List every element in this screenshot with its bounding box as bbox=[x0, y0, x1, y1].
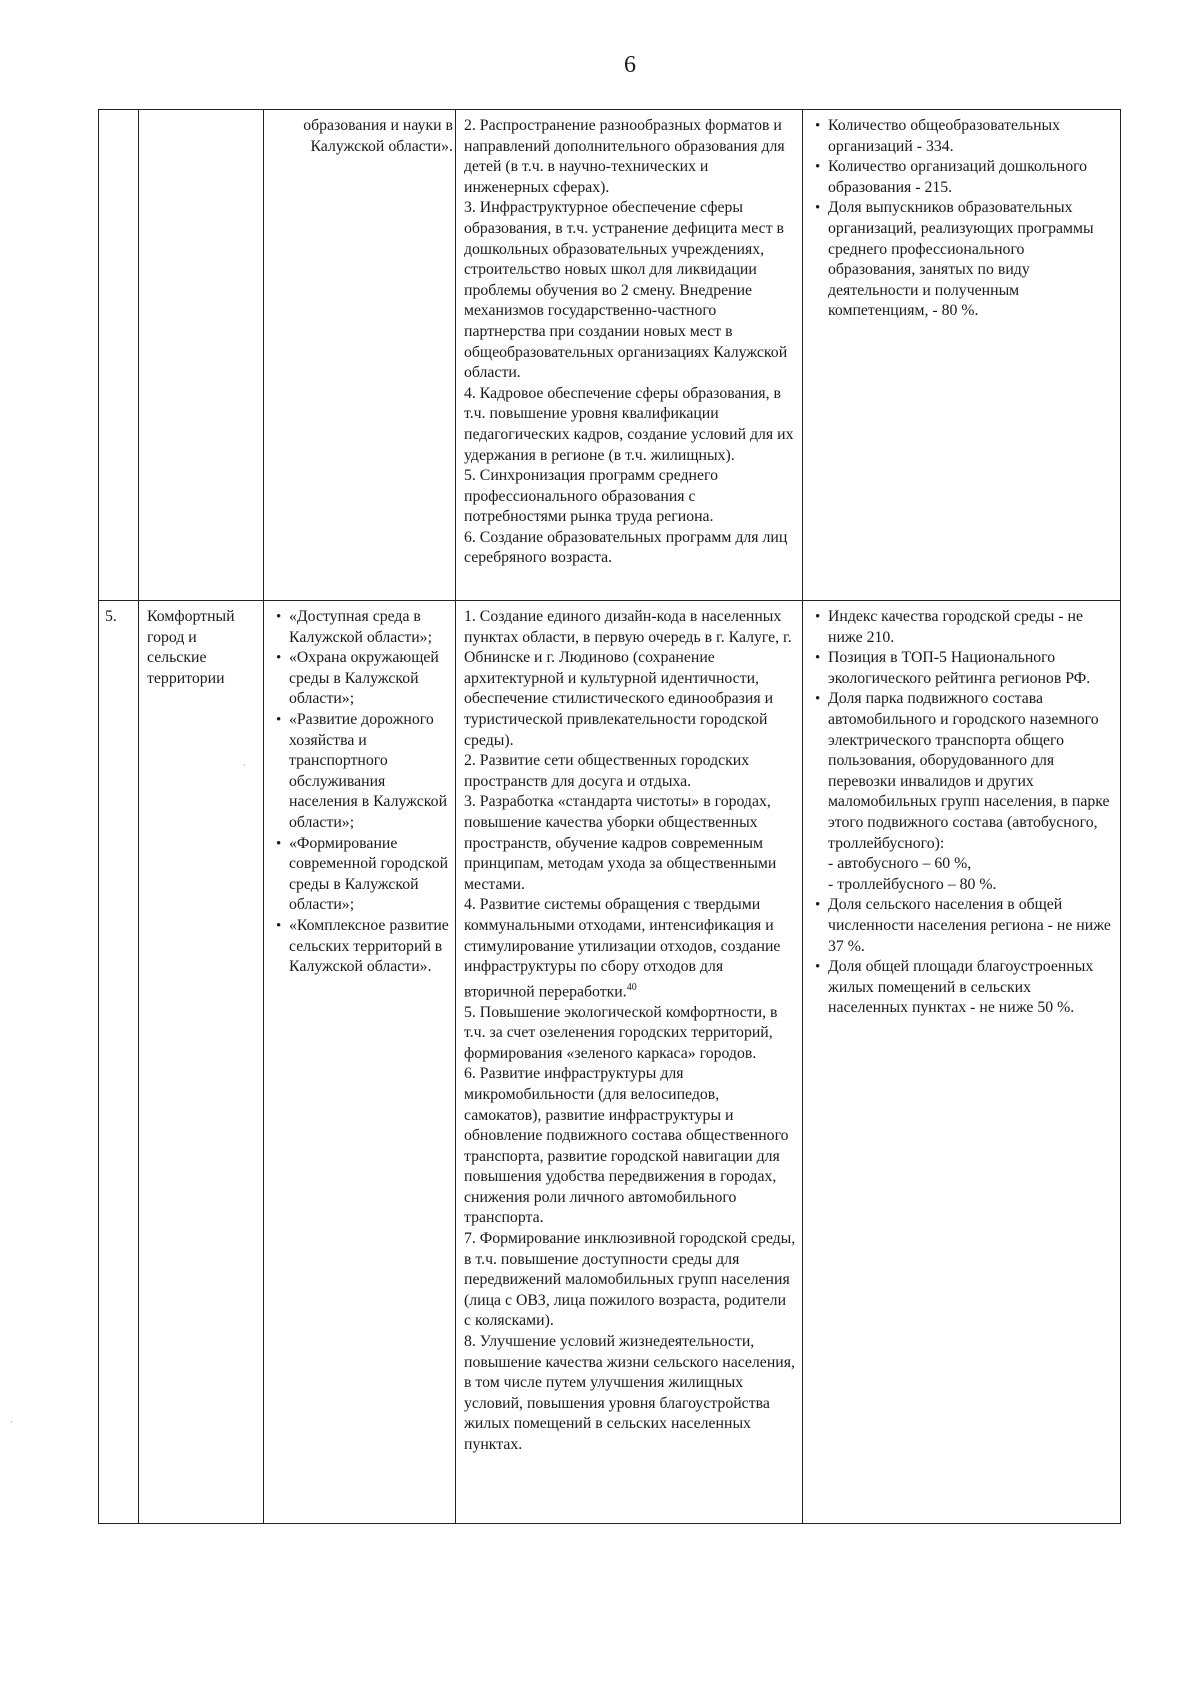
measure-item: 7. Формирование инклюзивной городской среды, в т.ч. повышение доступности среды для передвижений маломобильных групп населения (лица с ОВЗ, лица пожилого возраста, родители с колясками). bbox=[464, 1230, 796, 1330]
indicators-cell bbox=[803, 110, 1121, 601]
scan-speck: · bbox=[10, 1418, 13, 1427]
row-number-cell bbox=[99, 110, 139, 601]
measure-text: 4. Развитие системы обращения с твердыми коммунальными отходами, интенсификация и стимулирование утилизации отходов, создание инфраструктуры по сбору отходов для вторичной переработки. bbox=[464, 896, 781, 1000]
measure-item: 3. Инфраструктурное обеспечение сферы образования, в т.ч. устранение дефицита мест в дошкольных образовательных учреждениях, строительство новых школ для ликвидации проблемы обучения во 2 смену. Внедрение механизмов государственно-частного партнерства при создании новых мест в общеобразовательных организациях Калужской области. bbox=[464, 199, 788, 382]
table-row bbox=[99, 110, 1121, 601]
strategy-table bbox=[98, 109, 1121, 1524]
row-number: 5. bbox=[105, 608, 117, 625]
indicator-item: • Доля выпускников образовательных организаций, реализующих программы среднего профессионального образования, занятых по виду деятельности и полученным компетенциям, - 80 %. bbox=[811, 198, 1114, 322]
footnote-mark: 40 bbox=[626, 981, 637, 993]
program-text: образования и науки в bbox=[303, 117, 453, 134]
indicator-subitem: - троллейбусного – 80 %. bbox=[828, 875, 997, 893]
indicator-item: • Доля общей площади благоустроенных жилых помещений в сельских населенных пунктах - не ниже 50 %. bbox=[811, 957, 1114, 1019]
scan-speck: · bbox=[243, 761, 246, 770]
indicator-item: • Количество общеобразовательных организаций - 334. bbox=[811, 116, 1114, 157]
programs-cell bbox=[264, 601, 456, 1524]
indicator-item: • Позиция в ТОП-5 Национального экологического рейтинга регионов РФ. bbox=[811, 648, 1114, 689]
direction-cell bbox=[139, 601, 264, 1524]
program-item: • «Охрана окружающей среды в Калужской области»; bbox=[272, 648, 449, 710]
program-item: • «Развитие дорожного хозяйства и транспортного обслуживания населения в Калужской области»; bbox=[272, 710, 449, 834]
measure-item bbox=[464, 895, 796, 1002]
indicator-text: Доля парка подвижного состава автомобильного и городского наземного электрического транспорта общего пользования, оборудованного для перевозки инвалидов и других маломобильных групп населения, в парке этого подвижного состава (автобусного, троллейбусного): bbox=[828, 690, 1110, 852]
measure-item: 3. Разработка «стандарта чистоты» в городах, повышение качества уборки общественных пространств, обучение кадров современным принципам, методам ухода за общественными местами. bbox=[464, 793, 777, 893]
indicator-item: • Индекс качества городской среды - не ниже 210. bbox=[811, 607, 1114, 648]
measures-cell bbox=[456, 110, 803, 601]
measure-item: 2. Развитие сети общественных городских пространств для досуга и отдыха. bbox=[464, 752, 750, 790]
program-item: • «Комплексное развитие сельских территорий в Калужской области». bbox=[272, 916, 449, 978]
table-row bbox=[99, 601, 1121, 1524]
program-item: • «Формирование современной городской среды в Калужской области»; bbox=[272, 834, 449, 916]
direction-cell bbox=[139, 110, 264, 601]
programs-cell bbox=[264, 110, 456, 601]
page-number: 6 bbox=[624, 52, 636, 78]
measure-item: 6. Создание образовательных программ для лиц серебряного возраста. bbox=[464, 528, 788, 567]
indicator-item: • Количество организаций дошкольного образования - 215. bbox=[811, 157, 1114, 198]
indicators-cell bbox=[803, 601, 1121, 1524]
measure-item: 8. Улучшение условий жизнедеятельности, повышение качества жизни сельского населения, в том числе путем улучшения жилищных условий, повышения уровня благоустройства жилых помещений в сельских населенных пунктах. bbox=[464, 1333, 795, 1454]
measure-item: 5. Повышение экологической комфортности, в т.ч. за счет озеленения городских территорий, формирования «зеленого каркаса» городов. bbox=[464, 1003, 778, 1062]
program-text: Калужской области». bbox=[310, 137, 453, 155]
row-number-cell bbox=[99, 601, 139, 1524]
indicator-item: • Доля сельского населения в общей численности населения региона - не ниже 37 %. bbox=[811, 895, 1114, 957]
measure-item: 1. Создание единого дизайн-кода в населенных пунктах области, в первую очередь в г. Калуге, г. Обнинске и г. Людиново (сохранение архитектурной и культурной идентичности, обеспечение стилистического единообразия и туристической привлекательности городской среды). bbox=[464, 608, 792, 749]
measure-item: 5. Синхронизация программ среднего профессионального образования с потребностями рынка труда региона. bbox=[464, 467, 718, 526]
measures-cell bbox=[456, 601, 803, 1524]
direction-title: Комфортный город и сельские территории bbox=[147, 608, 235, 687]
indicator-subitem: - автобусного – 60 %, bbox=[828, 855, 972, 873]
measure-item: 6. Развитие инфраструктуры для микромобильности (для велосипедов, самокатов), развитие инфраструктуры и обновление подвижного состава общественного транспорта, развитие городской навигации для повышения удобства передвижения в городах, снижения роли личного автомобильного транспорта. bbox=[464, 1065, 789, 1227]
measure-item: 4. Кадровое обеспечение сферы образования, в т.ч. повышение уровня квалификации педагогических кадров, создание условий для их удержания в регионе (в т.ч. жилищных). bbox=[464, 384, 794, 464]
measure-item: 2. Распространение разнообразных форматов и направлений дополнительного образования для детей (в т.ч. в научно-технических и инженерных сферах). bbox=[464, 117, 785, 196]
indicator-item bbox=[811, 689, 1114, 895]
program-item: • «Доступная среда в Калужской области»; bbox=[272, 607, 449, 648]
